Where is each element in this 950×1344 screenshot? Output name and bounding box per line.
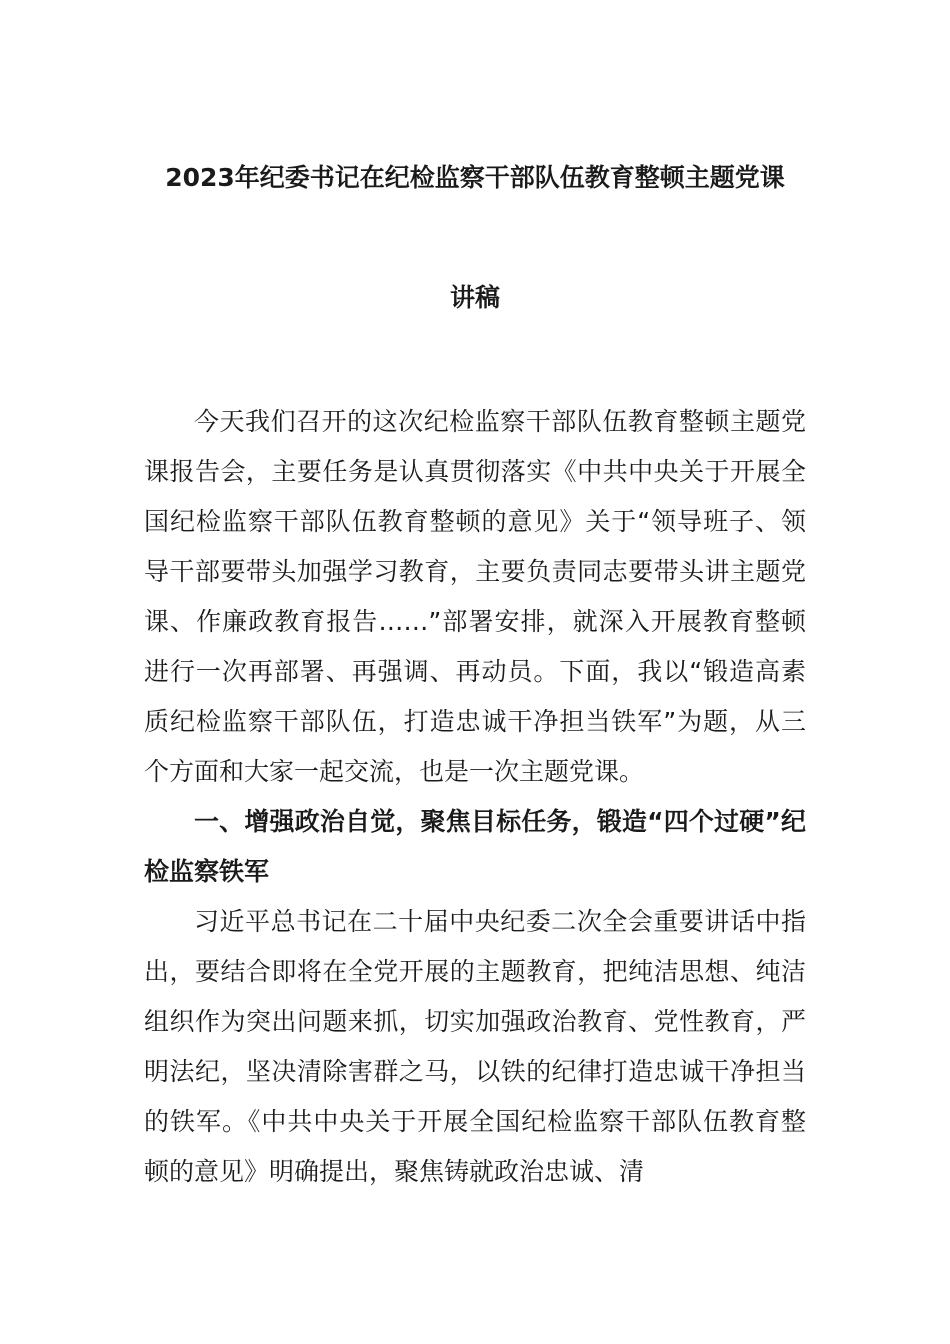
document-title-continued: 讲稿 <box>449 283 500 312</box>
document-title: 2023年纪委书记在纪检监察干部队伍教育整顿主题党课 <box>165 163 785 192</box>
section-1-paragraph: 习近平总书记在二十届中央纪委二次全会重要讲话中指出，要结合即将在全党开展的主题教育，把纯洁思想、纯洁组织作为突出问题来抓，切实加强政治教育、党性教育，严明法纪，坚决清除害群之马，以铁的纪律打造忠诚干净担当的铁军。《中共中央关于开展全国纪检监察干部队伍教育整顿的意见》明确提出，聚焦铸就政治忠诚、清 <box>144 907 806 1186</box>
intro-paragraph: 今天我们召开的这次纪检监察干部队伍教育整顿主题党课报告会，主要任务是认真贯彻落实《中共中央关于开展全国纪检监察干部队伍教育整顿的意见》关于“领导班子、领导干部要带头加强学习教育，主要负责同志要带头讲主题党课、作廉政教育报告……”部署安排，就深入开展教育整顿进行一次再部署、再强调、再动员。下面，我以“锻造高素质纪检监察干部队伍，打造忠诚干净担当铁军”为题，从三个方面和大家一起交流，也是一次主题党课。 <box>144 407 806 786</box>
section-heading-1: 一、增强政治自觉，聚焦目标任务，锻造“四个过硬”纪检监察铁军 <box>144 807 806 886</box>
document-body <box>144 397 806 1197</box>
